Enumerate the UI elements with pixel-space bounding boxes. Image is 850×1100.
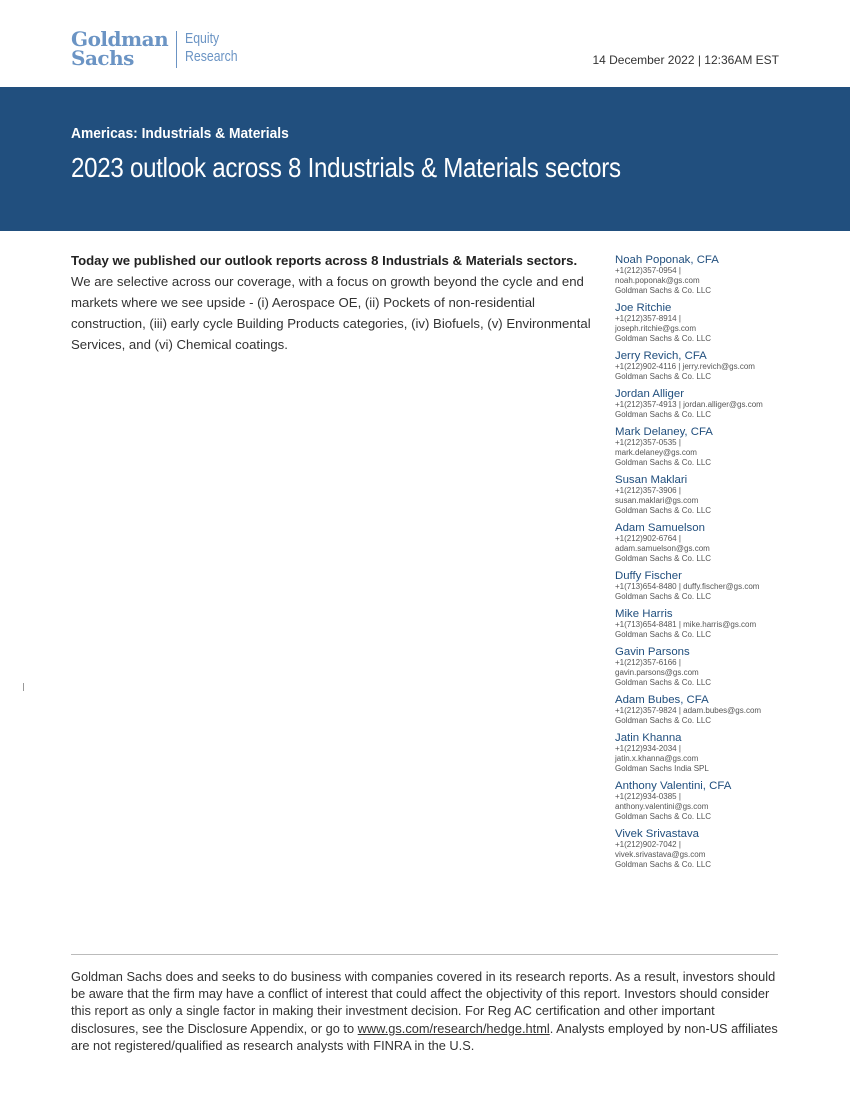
summary-paragraph [71,250,591,355]
analyst-name[interactable]: Susan Maklari [615,474,688,486]
analyst-contact-line: Goldman Sachs & Co. LLC [615,410,712,419]
analyst-name[interactable]: Jatin Khanna [615,732,682,744]
analyst-contact-line: jatin.x.khanna@gs.com [615,754,699,763]
analyst-contact-line: +1(212)902-4116 | jerry.revich@gs.com [615,362,755,371]
analyst-contact-line: Goldman Sachs & Co. LLC [615,860,712,869]
analyst-list [615,254,795,876]
analyst-contact-line: +1(212)357-6166 | [615,658,681,667]
analyst-name[interactable]: Duffy Fischer [615,570,682,582]
banner-subtitle: Americas: Industrials & Materials [71,125,289,142]
analyst-entry [615,426,795,468]
analyst-contact-line: anthony.valentini@gs.com [615,802,709,811]
analyst-name[interactable]: Mark Delaney, CFA [615,426,713,438]
logo-equity: Equity [185,30,220,47]
analyst-name[interactable]: Jordan Alliger [615,388,685,400]
analyst-contact-line: Goldman Sachs & Co. LLC [615,334,712,343]
analyst-contact-line: vivek.srivastava@gs.com [615,850,706,859]
analyst-contact-line: Goldman Sachs & Co. LLC [615,506,712,515]
page-title: 2023 outlook across 8 Industrials & Materials sectors [71,152,621,183]
analyst-name[interactable]: Mike Harris [615,608,673,620]
analyst-contact-line: Goldman Sachs & Co. LLC [615,372,712,381]
analyst-contact-line: noah.poponak@gs.com [615,276,700,285]
analyst-entry [615,608,795,640]
analyst-entry [615,828,795,870]
analyst-contact-line: +1(212)357-0954 | [615,266,681,275]
analyst-contact-line: gavin.parsons@gs.com [615,668,699,677]
analyst-contact-line: susan.maklari@gs.com [615,496,699,505]
analyst-entry [615,694,795,726]
analyst-name[interactable]: Joe Ritchie [615,302,672,314]
analyst-entry [615,350,795,382]
analyst-entry [615,254,795,296]
report-date: 14 December 2022 | 12:36AM EST [592,53,779,67]
analyst-contact-line: +1(212)357-9824 | adam.bubes@gs.com [615,706,762,715]
analyst-name[interactable]: Jerry Revich, CFA [615,350,707,362]
analyst-entry [615,570,795,602]
logo-equity-research [185,30,238,66]
analyst-contact-line: mark.delaney@gs.com [615,448,697,457]
analyst-contact-line: Goldman Sachs & Co. LLC [615,630,712,639]
analyst-contact-line: Goldman Sachs & Co. LLC [615,812,712,821]
analyst-entry [615,388,795,420]
goldman-sachs-logo [71,27,249,70]
analyst-contact-line: +1(713)654-8480 | duffy.fischer@gs.com [615,582,760,591]
analyst-entry [615,732,795,774]
analyst-name[interactable]: Vivek Srivastava [615,828,699,840]
analyst-contact-line: adam.samuelson@gs.com [615,544,710,553]
title-banner [0,87,850,231]
analyst-contact-line: Goldman Sachs & Co. LLC [615,286,712,295]
logo-line-2: Sachs [71,46,134,70]
summary-body: We are selective across our coverage, with a focus on growth beyond the cycle and end markets where we see upside - (i) Aerospace OE, (ii) Pockets of non-residential construction, (iii) early cycle Building Products categories, (iv) Biofuels, (v) Environmental Services, and (vi) Chemical coatings. [71,274,591,352]
footer-divider [71,954,778,955]
analyst-name[interactable]: Adam Bubes, CFA [615,694,709,706]
disclaimer-text-1: Goldman Sachs does and seeks to do business with companies covered in its research reports. As a result, investors should be aware that the firm may have a conflict of interest that could affect the objectivity of this report. Investors should consider this report as only a single factor in making their investment decision. For Reg AC certification and other important disclosures, see the Disclosure Appendix, or go to [71,969,776,1036]
analyst-contact-line: +1(212)902-7042 | [615,840,681,849]
disclosure-link[interactable]: www.gs.com/research/hedge.html [357,1020,550,1036]
disclaimer-text-2: . Analysts employed by non-US affiliates are not registered/qualified as research analysts with FINRA in the U.S. [71,1020,778,1053]
analyst-contact-line: +1(713)654-8481 | mike.harris@gs.com [615,620,757,629]
analyst-contact-line: +1(212)934-2034 | [615,744,681,753]
analyst-name[interactable]: Adam Samuelson [615,522,705,534]
analyst-contact-line: Goldman Sachs & Co. LLC [615,458,712,467]
analyst-entry [615,474,795,516]
analyst-name[interactable]: Noah Poponak, CFA [615,254,719,266]
analyst-contact-line: Goldman Sachs & Co. LLC [615,716,712,725]
analyst-contact-line: +1(212)357-0535 | [615,438,681,447]
analyst-name[interactable]: Anthony Valentini, CFA [615,780,732,792]
analyst-entry [615,522,795,564]
analyst-contact-line: +1(212)357-3906 | [615,486,681,495]
analyst-contact-line: +1(212)902-6764 | [615,534,681,543]
analyst-contact-line: Goldman Sachs & Co. LLC [615,592,712,601]
analyst-entry [615,780,795,822]
logo-divider [176,31,177,68]
analyst-contact-line: Goldman Sachs & Co. LLC [615,554,712,563]
analyst-contact-line: joseph.ritchie@gs.com [615,324,697,333]
analyst-name[interactable]: Gavin Parsons [615,646,690,658]
analyst-contact-line: +1(212)357-4913 | jordan.alliger@gs.com [615,400,763,409]
logo-research: Research [185,48,238,65]
analyst-entry [615,302,795,344]
analyst-contact-line: +1(212)357-8914 | [615,314,681,323]
summary-lead: Today we published our outlook reports across 8 Industrials & Materials sectors. [71,253,578,268]
logo-line-1: Goldman [71,27,169,51]
analyst-contact-line: +1(212)934-0385 | [615,792,681,801]
analyst-contact-line: Goldman Sachs & Co. LLC [615,678,712,687]
margin-marker [23,683,24,691]
disclaimer [71,968,781,1054]
analyst-entry [615,646,795,688]
logo-wordmark [71,27,169,70]
analyst-contact-line: Goldman Sachs India SPL [615,764,709,773]
